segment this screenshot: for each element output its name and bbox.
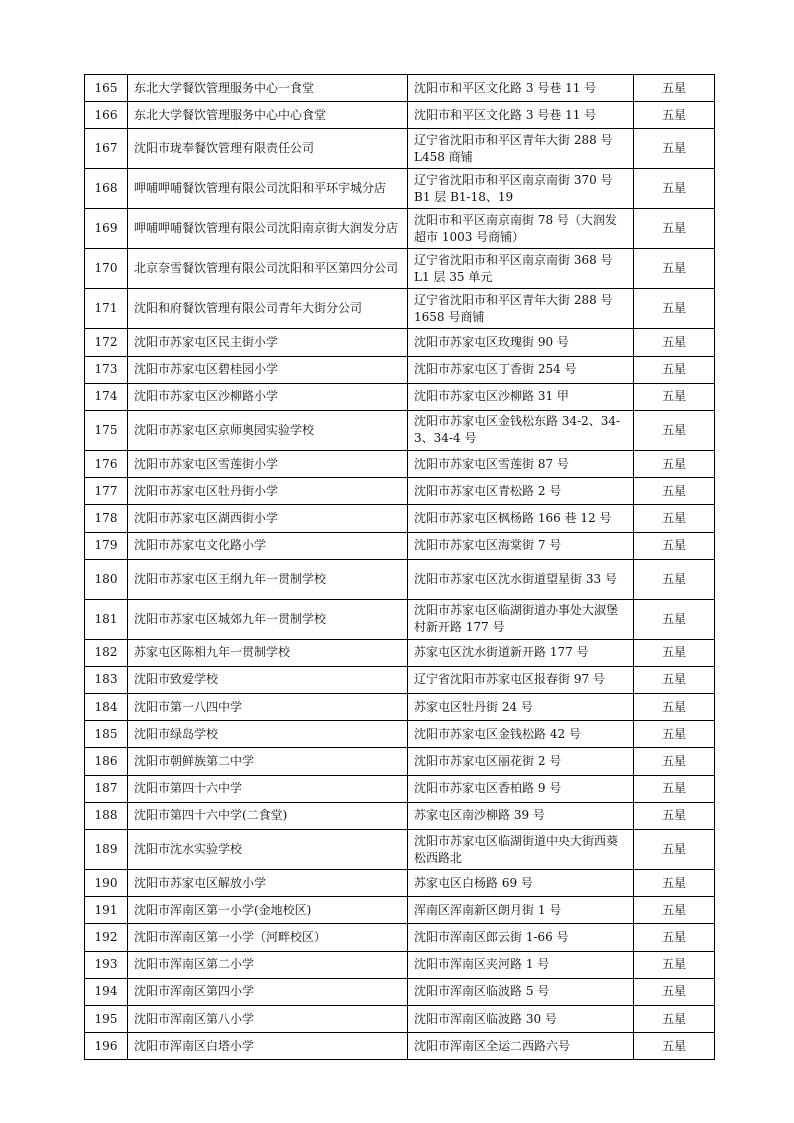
row-number-cell: 187 — [85, 775, 128, 802]
table-row — [85, 410, 715, 450]
rating-cell: 五星 — [634, 129, 715, 169]
address-cell: 苏家屯区沈水街道新开路 177 号 — [408, 639, 634, 666]
rating-cell: 五星 — [634, 639, 715, 666]
address-cell: 沈阳市苏家屯区香柏路 9 号 — [408, 775, 634, 802]
unit-name-cell: 沈阳市浑南区第八小学 — [128, 1005, 408, 1032]
row-number-cell: 190 — [85, 870, 128, 897]
rating-cell: 五星 — [634, 75, 715, 102]
address-cell: 苏家屯区牡丹街 24 号 — [408, 694, 634, 721]
unit-name-cell: 呷哺呷哺餐饮管理有限公司沈阳南京街大润发分店 — [128, 209, 408, 249]
row-number-cell: 193 — [85, 951, 128, 978]
unit-name-cell: 沈阳市珑奉餐饮管理有限责任公司 — [128, 129, 408, 169]
rating-cell: 五星 — [634, 870, 715, 897]
address-cell: 沈阳市苏家屯区枫杨路 166 巷 12 号 — [408, 505, 634, 532]
unit-name-cell: 沈阳市苏家屯文化路小学 — [128, 532, 408, 559]
rating-cell: 五星 — [634, 478, 715, 505]
rating-cell: 五星 — [634, 329, 715, 356]
rating-table — [84, 74, 715, 1060]
table-row — [85, 951, 715, 978]
table-row — [85, 830, 715, 870]
rating-cell: 五星 — [634, 599, 715, 639]
row-number-cell: 195 — [85, 1005, 128, 1032]
unit-name-cell: 沈阳市浑南区第四小学 — [128, 978, 408, 1005]
unit-name-cell: 沈阳市苏家屯区京师奥园实验学校 — [128, 410, 408, 450]
unit-name-cell: 沈阳市沈水实验学校 — [128, 830, 408, 870]
table-row — [85, 1005, 715, 1032]
table-row — [85, 721, 715, 748]
row-number-cell: 194 — [85, 978, 128, 1005]
unit-name-cell: 沈阳市苏家屯区牡丹街小学 — [128, 478, 408, 505]
address-cell: 辽宁省沈阳市和平区南京南街 370 号 B1 层 B1-18、19 — [408, 169, 634, 209]
rating-cell: 五星 — [634, 410, 715, 450]
table-row — [85, 249, 715, 289]
unit-name-cell: 沈阳市第四十六中学 — [128, 775, 408, 802]
table-row — [85, 356, 715, 383]
address-cell: 沈阳市和平区南京南街 78 号（大润发超市 1003 号商铺） — [408, 209, 634, 249]
row-number-cell: 168 — [85, 169, 128, 209]
rating-cell: 五星 — [634, 169, 715, 209]
unit-name-cell: 沈阳市苏家屯区湖西街小学 — [128, 505, 408, 532]
row-number-cell: 189 — [85, 830, 128, 870]
row-number-cell: 174 — [85, 383, 128, 410]
rating-cell: 五星 — [634, 209, 715, 249]
row-number-cell: 177 — [85, 478, 128, 505]
row-number-cell: 172 — [85, 329, 128, 356]
row-number-cell: 181 — [85, 599, 128, 639]
rating-cell: 五星 — [634, 102, 715, 129]
row-number-cell: 180 — [85, 559, 128, 599]
unit-name-cell: 苏家屯区陈相九年一贯制学校 — [128, 639, 408, 666]
row-number-cell: 182 — [85, 639, 128, 666]
rating-cell: 五星 — [634, 951, 715, 978]
address-cell: 沈阳市苏家屯区沙柳路 31 甲 — [408, 383, 634, 410]
rating-table-body — [85, 75, 715, 1060]
address-cell: 辽宁省沈阳市和平区青年大街 288 号 1658 号商铺 — [408, 289, 634, 329]
address-cell: 沈阳市浑南区郎云街 1-66 号 — [408, 924, 634, 951]
unit-name-cell: 沈阳市绿岛学校 — [128, 721, 408, 748]
row-number-cell: 173 — [85, 356, 128, 383]
unit-name-cell: 沈阳市浑南区第一小学（河畔校区） — [128, 924, 408, 951]
table-row — [85, 639, 715, 666]
address-cell: 沈阳市苏家屯区临湖街道办事处大淑堡村新开路 177 号 — [408, 599, 634, 639]
row-number-cell: 183 — [85, 666, 128, 693]
rating-cell: 五星 — [634, 694, 715, 721]
row-number-cell: 184 — [85, 694, 128, 721]
table-row — [85, 209, 715, 249]
rating-cell: 五星 — [634, 748, 715, 775]
table-row — [85, 129, 715, 169]
row-number-cell: 170 — [85, 249, 128, 289]
unit-name-cell: 沈阳市苏家屯区雪莲街小学 — [128, 450, 408, 477]
address-cell: 沈阳市苏家屯区雪莲街 87 号 — [408, 450, 634, 477]
table-row — [85, 169, 715, 209]
address-cell: 辽宁省沈阳市和平区青年大街 288 号 L458 商铺 — [408, 129, 634, 169]
rating-cell: 五星 — [634, 532, 715, 559]
rating-cell: 五星 — [634, 1033, 715, 1060]
address-cell: 苏家屯区白杨路 69 号 — [408, 870, 634, 897]
row-number-cell: 165 — [85, 75, 128, 102]
unit-name-cell: 沈阳市苏家屯区城郊九年一贯制学校 — [128, 599, 408, 639]
table-row — [85, 102, 715, 129]
table-row — [85, 802, 715, 829]
table-row — [85, 75, 715, 102]
table-row — [85, 532, 715, 559]
unit-name-cell: 沈阳市苏家屯区王纲九年一贯制学校 — [128, 559, 408, 599]
unit-name-cell: 呷哺呷哺餐饮管理有限公司沈阳和平环宇城分店 — [128, 169, 408, 209]
row-number-cell: 191 — [85, 897, 128, 924]
rating-cell: 五星 — [634, 289, 715, 329]
unit-name-cell: 沈阳市苏家屯区民主街小学 — [128, 329, 408, 356]
unit-name-cell: 沈阳市苏家屯区碧桂园小学 — [128, 356, 408, 383]
address-cell: 浑南区浑南新区朗月街 1 号 — [408, 897, 634, 924]
address-cell: 沈阳市苏家屯区金钱松路 42 号 — [408, 721, 634, 748]
row-number-cell: 196 — [85, 1033, 128, 1060]
rating-cell: 五星 — [634, 559, 715, 599]
row-number-cell: 166 — [85, 102, 128, 129]
row-number-cell: 171 — [85, 289, 128, 329]
table-row — [85, 897, 715, 924]
table-row — [85, 559, 715, 599]
row-number-cell: 192 — [85, 924, 128, 951]
unit-name-cell: 东北大学餐饮管理服务中心中心食堂 — [128, 102, 408, 129]
address-cell: 沈阳市苏家屯区临湖街道中央大街西葵松西路北 — [408, 830, 634, 870]
table-row — [85, 666, 715, 693]
table-row — [85, 450, 715, 477]
rating-cell: 五星 — [634, 924, 715, 951]
address-cell: 沈阳市苏家屯区玫瑰街 90 号 — [408, 329, 634, 356]
table-row — [85, 478, 715, 505]
rating-cell: 五星 — [634, 775, 715, 802]
address-cell: 沈阳市苏家屯区沈水街道望星街 33 号 — [408, 559, 634, 599]
rating-cell: 五星 — [634, 450, 715, 477]
address-cell: 沈阳市苏家屯区丽花街 2 号 — [408, 748, 634, 775]
table-row — [85, 329, 715, 356]
row-number-cell: 185 — [85, 721, 128, 748]
table-row — [85, 1033, 715, 1060]
unit-name-cell: 沈阳市浑南区第二小学 — [128, 951, 408, 978]
table-row — [85, 924, 715, 951]
rating-cell: 五星 — [634, 1005, 715, 1032]
unit-name-cell: 北京奈雪餐饮管理有限公司沈阳和平区第四分公司 — [128, 249, 408, 289]
unit-name-cell: 沈阳和府餐饮管理有限公司青年大街分公司 — [128, 289, 408, 329]
table-row — [85, 383, 715, 410]
row-number-cell: 169 — [85, 209, 128, 249]
table-row — [85, 870, 715, 897]
table-row — [85, 978, 715, 1005]
row-number-cell: 179 — [85, 532, 128, 559]
unit-name-cell: 沈阳市朝鲜族第二中学 — [128, 748, 408, 775]
table-row — [85, 775, 715, 802]
rating-cell: 五星 — [634, 505, 715, 532]
unit-name-cell: 沈阳市致爱学校 — [128, 666, 408, 693]
rating-cell: 五星 — [634, 721, 715, 748]
rating-cell: 五星 — [634, 830, 715, 870]
unit-name-cell: 沈阳市苏家屯区沙柳路小学 — [128, 383, 408, 410]
unit-name-cell: 沈阳市浑南区白塔小学 — [128, 1033, 408, 1060]
table-row — [85, 289, 715, 329]
address-cell: 沈阳市苏家屯区海棠街 7 号 — [408, 532, 634, 559]
rating-cell: 五星 — [634, 802, 715, 829]
address-cell: 沈阳市苏家屯区金钱松东路 34-2、34-3、34-4 号 — [408, 410, 634, 450]
table-row — [85, 599, 715, 639]
address-cell: 沈阳市和平区文化路 3 号巷 11 号 — [408, 75, 634, 102]
table-row — [85, 748, 715, 775]
address-cell: 沈阳市浑南区临波路 5 号 — [408, 978, 634, 1005]
row-number-cell: 167 — [85, 129, 128, 169]
row-number-cell: 178 — [85, 505, 128, 532]
unit-name-cell: 沈阳市浑南区第一小学(金地校区) — [128, 897, 408, 924]
address-cell: 辽宁省沈阳市和平区南京南街 368 号 L1 层 35 单元 — [408, 249, 634, 289]
unit-name-cell: 沈阳市苏家屯区解放小学 — [128, 870, 408, 897]
rating-cell: 五星 — [634, 978, 715, 1005]
rating-cell: 五星 — [634, 249, 715, 289]
row-number-cell: 176 — [85, 450, 128, 477]
address-cell: 沈阳市浑南区全运二西路六号 — [408, 1033, 634, 1060]
row-number-cell: 175 — [85, 410, 128, 450]
unit-name-cell: 沈阳市第四十六中学(二食堂) — [128, 802, 408, 829]
address-cell: 沈阳市苏家屯区青松路 2 号 — [408, 478, 634, 505]
address-cell: 沈阳市和平区文化路 3 号巷 11 号 — [408, 102, 634, 129]
rating-cell: 五星 — [634, 666, 715, 693]
address-cell: 沈阳市浑南区临波路 30 号 — [408, 1005, 634, 1032]
address-cell: 苏家屯区南沙柳路 39 号 — [408, 802, 634, 829]
table-row — [85, 694, 715, 721]
address-cell: 辽宁省沈阳市苏家屯区报春街 97 号 — [408, 666, 634, 693]
rating-cell: 五星 — [634, 897, 715, 924]
rating-cell: 五星 — [634, 383, 715, 410]
unit-name-cell: 东北大学餐饮管理服务中心一食堂 — [128, 75, 408, 102]
address-cell: 沈阳市浑南区夹河路 1 号 — [408, 951, 634, 978]
row-number-cell: 186 — [85, 748, 128, 775]
address-cell: 沈阳市苏家屯区丁香街 254 号 — [408, 356, 634, 383]
unit-name-cell: 沈阳市第一八四中学 — [128, 694, 408, 721]
rating-cell: 五星 — [634, 356, 715, 383]
table-row — [85, 505, 715, 532]
row-number-cell: 188 — [85, 802, 128, 829]
